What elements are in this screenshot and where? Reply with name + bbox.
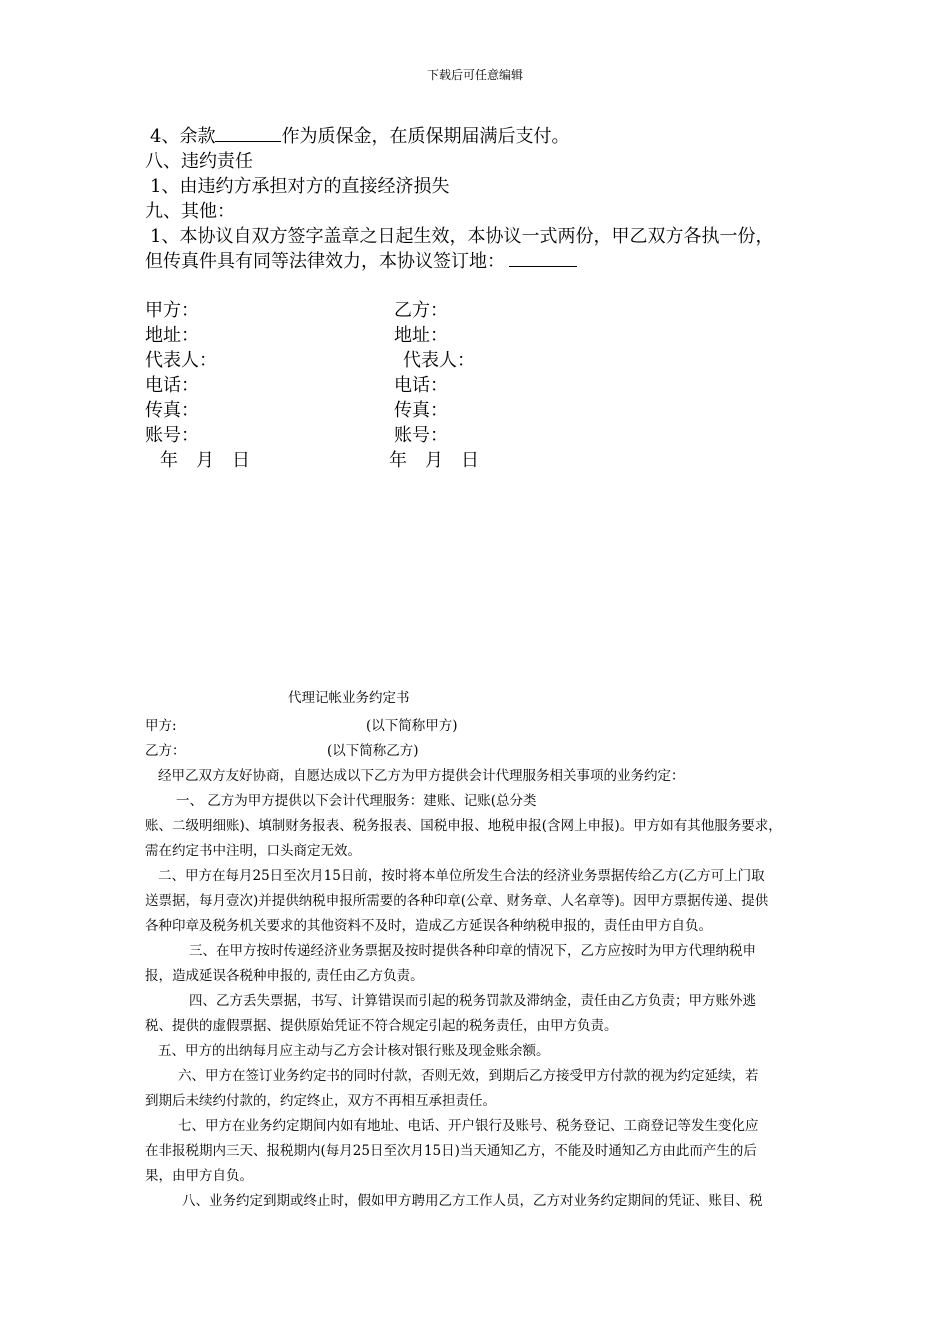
- contract-party-b-note: (以下简称乙方): [327, 743, 419, 759]
- contract-intro: 经甲乙双方友好协商，自愿达成以下乙方为甲方提供会计代理服务相关事项的业务约定：: [158, 768, 685, 784]
- section-9-title: 九、其他：: [145, 201, 235, 222]
- section-9-item-1-text: 但传真件具有同等法律效力，本协议签订地：: [145, 251, 505, 272]
- section-9-item-1-line-1: 1、本协议自双方签字盖章之日起生效，本协议一式两份，甲乙双方各执一份，: [150, 226, 774, 247]
- clause-line: 六、甲方在签订业务约定书的同时付款，否则无效，到期后乙方接受甲方付款的视为约定延续，若: [178, 1068, 759, 1084]
- clause-line: 需在约定书中注明，口头商定无效。: [145, 843, 361, 859]
- section-8-title: 八、违约责任: [145, 151, 253, 172]
- clause-line: 二、甲方在每月25日至次月15日前，按时将本单位所发生合法的经济业务票据传给乙方(乙方可上门取: [158, 868, 765, 884]
- blank-line: [509, 250, 577, 267]
- contract-party-a-note: (以下简称甲方): [366, 718, 458, 734]
- party-b-representative: 代表人：: [403, 350, 475, 371]
- clause-line: 四、乙方丢失票据，书写、计算错误而引起的税务罚款及滞纳金，责任由乙方负责；甲方账外逃: [189, 993, 756, 1009]
- clause-line: 到期后未续约付款的，约定终止，双方不再相互承担责任。: [145, 1093, 496, 1109]
- item-4-prefix: 4、余款: [150, 126, 216, 147]
- party-b-account: 账号：: [394, 425, 448, 446]
- contract-party-a: 甲方:: [145, 718, 177, 734]
- item-4-suffix: 作为质保金，在质保期届满后支付。: [281, 126, 570, 147]
- party-a-address: 地址：: [145, 325, 199, 346]
- party-b-fax: 传真：: [394, 400, 448, 421]
- clause-line: 送票据，每月壹次)并提供纳税申报所需要的各种印章(公章、财务章、人名章等)。因甲方票据传递、提供: [145, 893, 769, 909]
- clause-line: 七、甲方在业务约定期间内如有地址、电话、开户银行及账号、税务登记、工商登记等发生变化应: [178, 1118, 759, 1134]
- party-a-representative: 代表人：: [145, 350, 217, 371]
- party-a-label: 甲方：: [145, 300, 199, 321]
- clause-line: 八、业务约定到期或终止时，假如甲方聘用乙方工作人员，乙方对业务约定期间的凭证、账目、税: [182, 1193, 763, 1209]
- clause-line: 税、提供的虚假票据、提供原始凭证不符合规定引起的税务责任，由甲方负责。: [145, 1018, 618, 1034]
- party-a-date: 年 月 日: [160, 450, 250, 471]
- clause-line: 五、甲方的出纳每月应主动与乙方会计核对银行账及现金账余额。: [158, 1043, 550, 1059]
- party-a-account: 账号：: [145, 425, 199, 446]
- contract-title: 代理记帐业务约定书: [288, 690, 410, 706]
- clause-line: 果，由甲方自负。: [145, 1168, 253, 1184]
- contract-party-b: 乙方：: [145, 743, 186, 759]
- clause-line: 在非报税期内三天、报税期内(每月25日至次月15日)当天通知乙方，不能及时通知乙方由此而产生的后: [145, 1143, 757, 1159]
- page-header: 下载后可任意编辑: [426, 68, 523, 82]
- party-a-fax: 传真：: [145, 400, 199, 421]
- blank-line: [215, 125, 281, 142]
- clause-line: 各种印章及税务机关要求的其他资料不及时，造成乙方延误各种纳税申报的，责任由甲方自负。: [145, 918, 712, 934]
- party-b-date: 年 月 日: [389, 450, 479, 471]
- clause-line: 账、二级明细账)、填制财务报表、税务报表、国税申报、地税申报(含网上申报)。甲方如有其他服务要求，: [145, 818, 782, 834]
- section-8-item-1: 1、由违约方承担对方的直接经济损失: [150, 176, 450, 197]
- party-b-address: 地址：: [394, 325, 448, 346]
- item-4-line: [150, 125, 569, 149]
- party-b-phone: 电话：: [394, 375, 448, 396]
- party-a-phone: 电话：: [145, 375, 199, 396]
- clause-line: 一、 乙方为甲方提供以下会计代理服务：建账、记账(总分类: [176, 793, 537, 809]
- section-9-item-1-line-2: [145, 250, 577, 274]
- clause-line: 三、在甲方按时传递经济业务票据及按时提供各种印章的情况下，乙方应按时为甲方代理纳税申: [189, 943, 756, 959]
- party-b-label: 乙方：: [394, 300, 448, 321]
- clause-line: 报，造成延误各税种申报的, 责任由乙方负责。: [145, 968, 424, 984]
